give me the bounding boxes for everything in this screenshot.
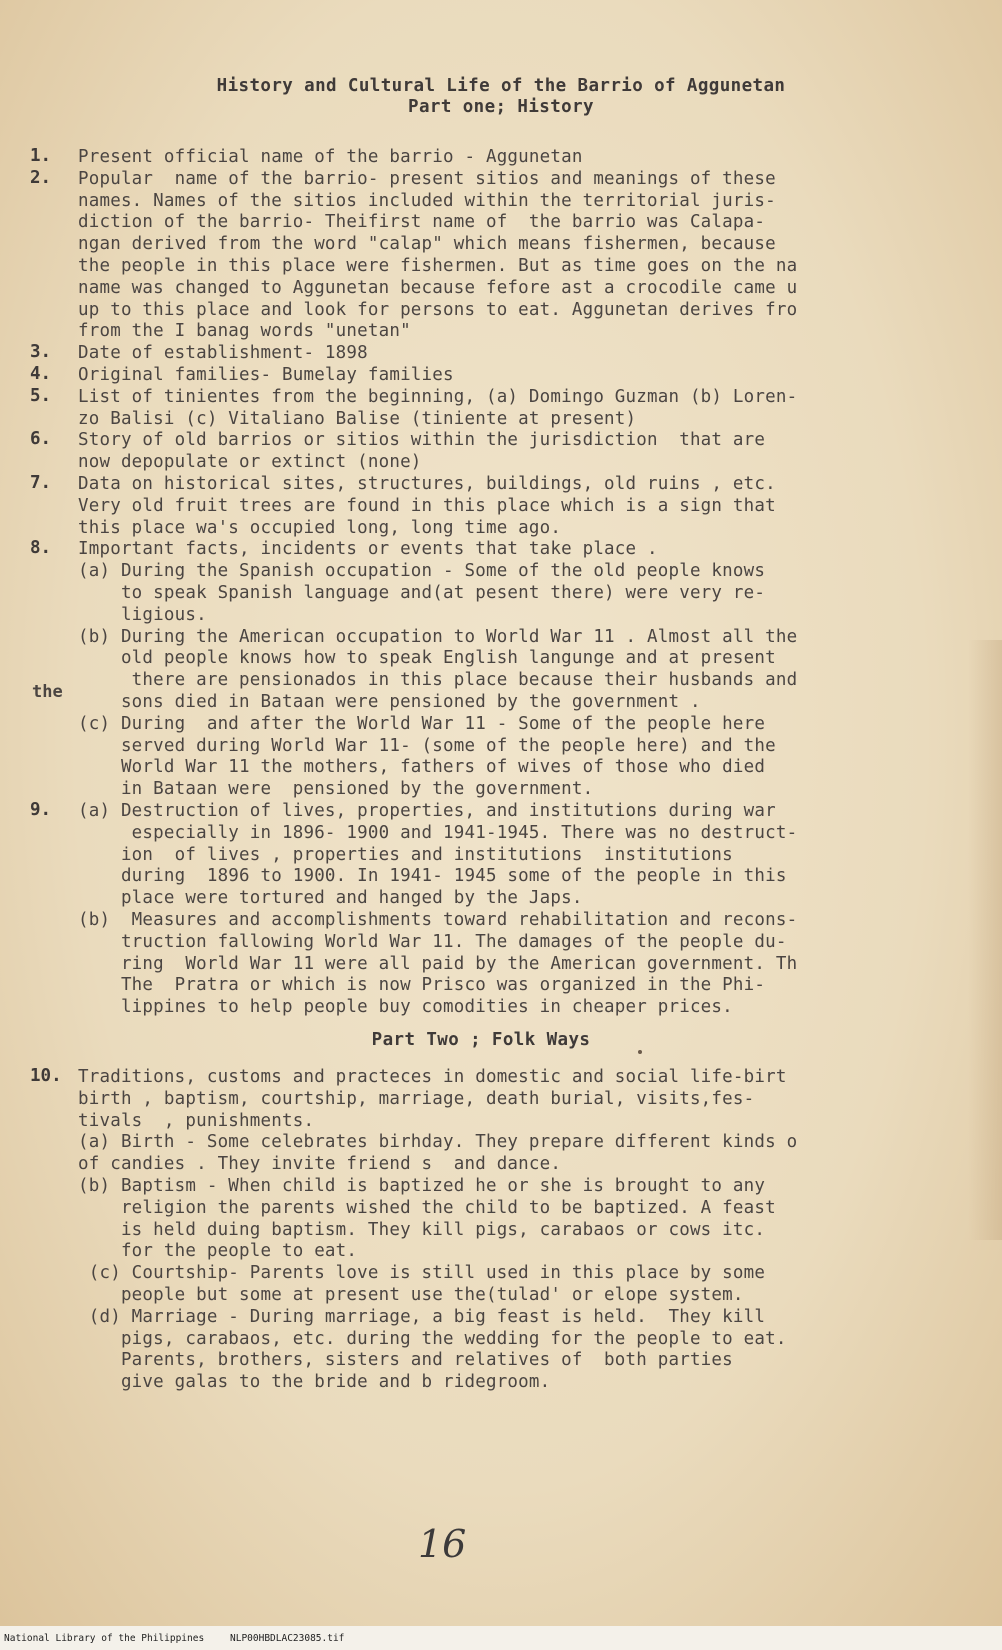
footer-file: NLP00HBDLAC23085.tif xyxy=(230,1633,345,1644)
text-line: especially in 1896- 1900 and 1941-1945. There was no destruct- xyxy=(78,822,798,843)
text-line: during 1896 to 1900. In 1941- 1945 some of the people in this xyxy=(78,866,787,887)
text-line: for the people to eat. xyxy=(78,1241,358,1262)
text-line: ngan derived from the word "calap" which means fishermen, because xyxy=(78,234,776,255)
text-line: (b) Baptism - When child is baptized he or she is brought to any xyxy=(78,1176,766,1196)
text-line: pigs, carabaos, etc. during the wedding for the people to eat. xyxy=(78,1328,787,1349)
text-line: name was changed to Aggunetan because fefore ast a crocodile came u xyxy=(78,277,798,298)
text-line: old people knows how to speak English langunge and at present xyxy=(78,648,776,669)
text-line: (b) Measures and accomplishments toward rehabilitation and recons- xyxy=(78,910,798,930)
text-line: ligious. xyxy=(78,604,207,625)
text-line: World War 11 the mothers, fathers of wives of those who died xyxy=(78,757,766,778)
text-line: (c) Courtship- Parents love is still used in this place by some xyxy=(78,1263,766,1284)
text-line: (c) During and after the World War 11 - Some of the people here xyxy=(78,713,766,734)
text-line: the people in this place were fishermen. But as time goes on the na xyxy=(78,256,798,276)
text-line: there are pensionados in this place because their husbands and xyxy=(78,670,798,691)
item-number: 3. xyxy=(30,342,52,363)
text-line: lippines to help people buy comodities in cheaper prices. xyxy=(78,997,733,1018)
item-number: 8. xyxy=(30,538,52,559)
text-line: Story of old barrios or sitios within the jurisdiction that are xyxy=(78,430,766,451)
text-line: people but some at present use the(tulad' or elope system. xyxy=(78,1285,744,1305)
text-line: birth , baptism, courtship, marriage, death burial, visits,fes- xyxy=(78,1088,755,1109)
item-number: 10. xyxy=(30,1066,62,1086)
text-line: to speak Spanish language and(at pesent there) were very re- xyxy=(78,583,766,603)
text-line: (a) Destruction of lives, properties, and institutions during war xyxy=(78,801,776,821)
text-line: from the I banag words "unetan" xyxy=(78,321,411,342)
text-line: names. Names of the sitios included within the territorial juris- xyxy=(78,190,776,211)
text-line: Date of establishment- 1898 xyxy=(78,343,368,364)
text-line: ion of lives , properties and institutions institutions xyxy=(78,844,733,865)
text-line: (a) Birth - Some celebrates birhday. They prepare different kinds o xyxy=(78,1132,798,1153)
text-line: religion the parents wished the child to be baptized. A feast xyxy=(78,1197,776,1218)
text-line: (a) During the Spanish occupation - Some of the old people knows xyxy=(78,561,766,582)
text-line: The Pratra or which is now Prisco was organized in the Phi- xyxy=(78,975,766,996)
item-number: 2. xyxy=(30,167,52,188)
text-line: place were tortured and hanged by the Japs. xyxy=(78,888,583,909)
text-line: Original families- Bumelay families xyxy=(78,365,454,385)
text-line: Data on historical sites, structures, buildings, old ruins , etc. xyxy=(78,474,776,494)
text-line: now depopulate or extinct (none) xyxy=(78,452,422,473)
part-one-heading: Part one; History xyxy=(408,97,594,117)
part-two-heading: Part Two ; Folk Ways xyxy=(371,1030,591,1050)
text-line: served during World War 11- (some of the people here) and the xyxy=(78,735,776,756)
text-line: Popular name of the barrio- present sitios and meanings of these xyxy=(78,168,776,189)
item-number: 9. xyxy=(30,800,52,820)
text-line: ring World War 11 were all paid by the American government. Th xyxy=(78,953,798,974)
text-line: up to this place and look for persons to eat. Aggunetan derives fro xyxy=(78,299,798,320)
text-line: in Bataan were pensioned by the government. xyxy=(78,779,594,800)
item-number: 6. xyxy=(30,429,52,450)
text-line: Present official name of the barrio - Aggunetan xyxy=(78,147,583,167)
item-number: 5. xyxy=(30,385,52,406)
text-line: Very old fruit trees are found in this place which is a sign that xyxy=(78,495,776,516)
text-line: this place wa's occupied long, long time ago. xyxy=(78,517,562,538)
text-line: tivals , punishments. xyxy=(78,1110,315,1131)
text-line: zo Balisi (c) Vitaliano Balise (tiniente at present) xyxy=(78,408,637,429)
text-line: of candies . They invite friend s and dance. xyxy=(78,1154,562,1175)
margin-note: the xyxy=(32,682,63,702)
item-number: 7. xyxy=(30,473,52,493)
text-line: Parents, brothers, sisters and relatives of both parties xyxy=(78,1350,733,1371)
text-line: Traditions, customs and practeces in domestic and social life-birt xyxy=(78,1067,787,1087)
footer-library: National Library of the Philippines xyxy=(4,1633,205,1644)
document-title: History and Cultural Life of the Barrio of Aggunetan xyxy=(216,76,786,96)
text-line: (b) During the American occupation to World War 11 . Almost all the xyxy=(78,626,798,647)
item-number: 1. xyxy=(30,146,52,166)
item-number: 4. xyxy=(30,364,52,384)
edge-stain xyxy=(968,640,1002,1240)
text-line: List of tinientes from the beginning, (a) Domingo Guzman (b) Loren- xyxy=(78,386,798,407)
text-line: truction fallowing World War 11. The damages of the people du- xyxy=(78,931,787,952)
text-line: diction of the barrio- Theifirst name of the barrio was Calapa- xyxy=(78,212,766,233)
text-line: is held duing baptism. They kill pigs, carabaos or cows itc. xyxy=(78,1219,766,1240)
text-line: (d) Marriage - During marriage, a big feast is held. They kill xyxy=(78,1306,766,1327)
scan-footer xyxy=(0,1626,1002,1650)
text-line: give galas to the bride and b ridegroom. xyxy=(78,1372,551,1393)
handwritten-page-number: 16 xyxy=(418,1522,467,1566)
ink-dot xyxy=(638,1050,642,1054)
text-line: sons died in Bataan were pensioned by the government . xyxy=(78,692,701,712)
text-line: Important facts, incidents or events that take place . xyxy=(78,539,658,560)
